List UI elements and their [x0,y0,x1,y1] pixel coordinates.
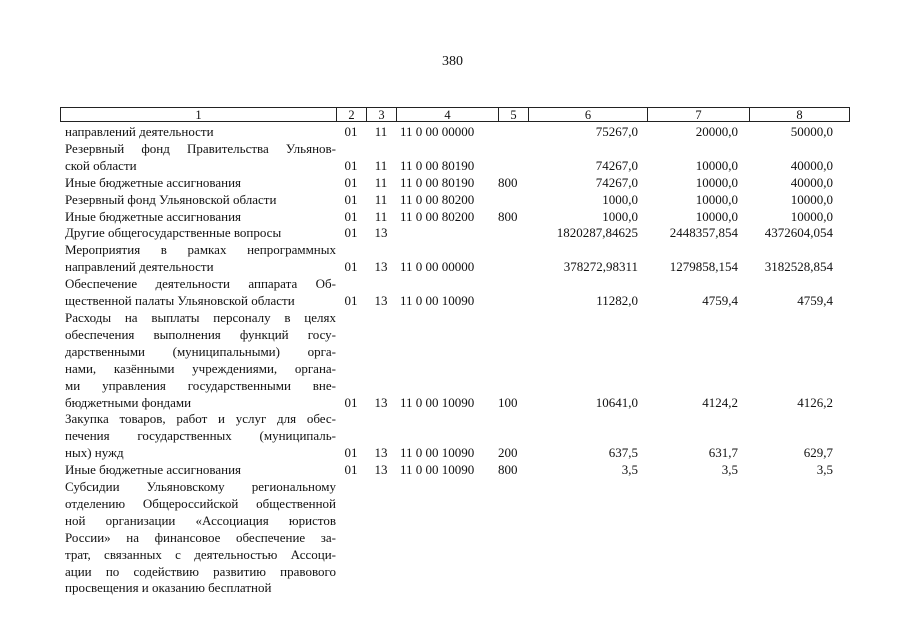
description-line: дарственными (муниципальными) орга- [65,343,336,359]
row-col-7: 10000,0 [695,191,738,207]
row-col-3: 11 [374,174,388,190]
row-description [60,479,336,597]
row-col-4: 11 0 00 10090 [400,445,475,461]
row-col-7: 4124,2 [702,394,738,410]
description-line: ации по содействию развитию правового [65,563,336,579]
table-row [60,462,850,479]
row-col-8: 629,7 [803,445,833,461]
table-row [60,209,850,226]
description-line: Иные бюджетные ассигнования [65,174,242,190]
header-col-5: 5 [499,108,529,121]
description-line: направлений деятельности [65,124,214,139]
row-col-8: 10000,0 [790,208,833,224]
row-col-7: 10000,0 [695,208,738,224]
row-col-4: 11 0 00 80200 [400,208,475,224]
row-col-3: 13 [374,259,388,275]
description-line: просвещения и оказанию бесплатной [65,580,272,596]
row-col-2: 01 [344,124,358,139]
description-line: Резервный фонд Ульяновской области [65,191,277,207]
row-col-2: 01 [344,191,358,207]
table-row [60,175,850,192]
row-col-2: 01 [344,225,358,241]
row-description [60,310,336,411]
description-line: России» на финансовое обеспечение за- [65,529,336,545]
description-line: Субсидии Ульяновскому региональному [65,479,336,495]
row-col-7: 10000,0 [695,174,738,190]
table-row [60,310,850,411]
description-line: ми управления государственными вне- [65,377,336,393]
table-row [60,276,850,310]
table-row [60,225,850,242]
row-col-2: 01 [344,293,358,309]
row-col-3: 11 [374,124,388,139]
row-description [60,124,336,141]
row-col-3: 13 [374,445,388,461]
row-col-5: 800 [498,208,518,224]
header-col-1: 1 [61,108,337,121]
row-description [60,276,336,310]
table-row [60,242,850,276]
table-header [60,107,850,122]
row-col-7: 3,5 [721,462,738,478]
row-col-4: 11 0 00 10090 [400,394,475,410]
row-col-6: 75267,0 [595,124,638,139]
row-col-4: 11 0 00 00000 [400,124,475,139]
description-line: ных) нужд [65,445,124,461]
row-col-7: 20000,0 [695,124,738,139]
row-col-8: 40000,0 [790,174,833,190]
row-col-3: 11 [374,208,388,224]
row-col-3: 13 [374,462,388,478]
row-col-6: 1000,0 [602,208,638,224]
description-line: Мероприятия в рамках непрограммных [65,242,336,258]
row-description [60,411,336,462]
table-row [60,192,850,209]
table-row [60,479,850,597]
header-col-6: 6 [529,108,648,121]
row-col-6: 378272,98311 [563,259,638,275]
description-line: Резервный фонд Правительства Ульянов- [65,140,336,156]
description-line: Иные бюджетные ассигнования [65,208,242,224]
row-col-2: 01 [344,174,358,190]
row-col-6: 3,5 [621,462,638,478]
description-line: направлений деятельности [65,259,214,275]
header-col-7: 7 [648,108,750,121]
row-col-6: 1000,0 [602,191,638,207]
row-col-3: 13 [374,293,388,309]
row-description [60,462,336,479]
row-col-4: 11 0 00 80190 [400,174,475,190]
row-col-4: 11 0 00 10090 [400,462,475,478]
row-col-5: 800 [498,462,518,478]
row-col-3: 13 [374,225,388,241]
row-col-8: 50000,0 [790,124,833,139]
row-col-2: 01 [344,394,358,410]
description-line: нами, казёнными учреждениями, органа- [65,360,336,376]
row-col-4: 11 0 00 00000 [400,259,475,275]
table-row [60,124,850,141]
description-line: щественной палаты Ульяновской области [65,293,295,309]
description-line: бюджетными фондами [65,394,192,410]
row-col-2: 01 [344,208,358,224]
description-line: Обеспечение деятельности аппарата Об- [65,276,336,292]
row-col-7: 631,7 [708,445,738,461]
row-col-8: 10000,0 [790,191,833,207]
row-col-8: 4759,4 [797,293,833,309]
row-col-6: 10641,0 [595,394,638,410]
row-col-6: 1820287,84625 [556,225,638,241]
table-body [60,124,850,597]
description-line: отделению Общероссийской общественной [65,495,336,511]
row-col-8: 3,5 [816,462,833,478]
description-line: трат, связанных с деятельностью Ассоци- [65,546,336,562]
header-col-3: 3 [367,108,397,121]
row-col-6: 637,5 [608,445,638,461]
row-col-4: 11 0 00 80190 [400,157,475,173]
description-line: обеспечения выполнения функций госу- [65,326,336,342]
row-col-8: 4126,2 [797,394,833,410]
row-col-5: 100 [498,394,518,410]
row-col-7: 1279858,154 [669,259,738,275]
header-col-2: 2 [337,108,367,121]
description-line: печения государственных (муниципаль- [65,428,336,444]
row-col-4: 11 0 00 80200 [400,191,475,207]
description-line: Иные бюджетные ассигнования [65,462,242,478]
row-col-7: 10000,0 [695,157,738,173]
row-col-5: 800 [498,174,518,190]
header-col-8: 8 [796,108,803,122]
row-col-2: 01 [344,259,358,275]
description-line: Расходы на выплаты персоналу в целях [65,309,336,325]
row-col-6: 74267,0 [595,157,638,173]
row-col-8: 4372604,054 [764,225,833,241]
row-description [60,242,336,276]
table-row [60,411,850,462]
row-col-4: 11 0 00 10090 [400,293,475,309]
row-col-7: 4759,4 [702,293,738,309]
row-description [60,141,336,175]
description-line: ной организации «Ассоциация юристов [65,512,336,528]
page-number: 380 [442,54,463,69]
row-description [60,192,336,209]
row-col-2: 01 [344,445,358,461]
row-col-2: 01 [344,157,358,173]
description-line: Другие общегосударственные вопросы [65,225,282,241]
row-col-8: 40000,0 [790,157,833,173]
table-row [60,141,850,175]
row-col-7: 2448357,854 [669,225,738,241]
header-col-4: 4 [397,108,499,121]
row-col-2: 01 [344,462,358,478]
row-description [60,175,336,192]
row-col-3: 11 [374,157,388,173]
row-col-3: 13 [374,394,388,410]
row-col-6: 74267,0 [595,174,638,190]
row-col-3: 11 [374,191,388,207]
row-col-6: 11282,0 [596,293,638,309]
row-col-5: 200 [498,445,518,461]
row-description [60,209,336,226]
description-line: ской области [65,157,137,173]
description-line: Закупка товаров, работ и услуг для обес- [65,411,336,427]
row-col-8: 3182528,854 [764,259,833,275]
row-description [60,225,336,242]
